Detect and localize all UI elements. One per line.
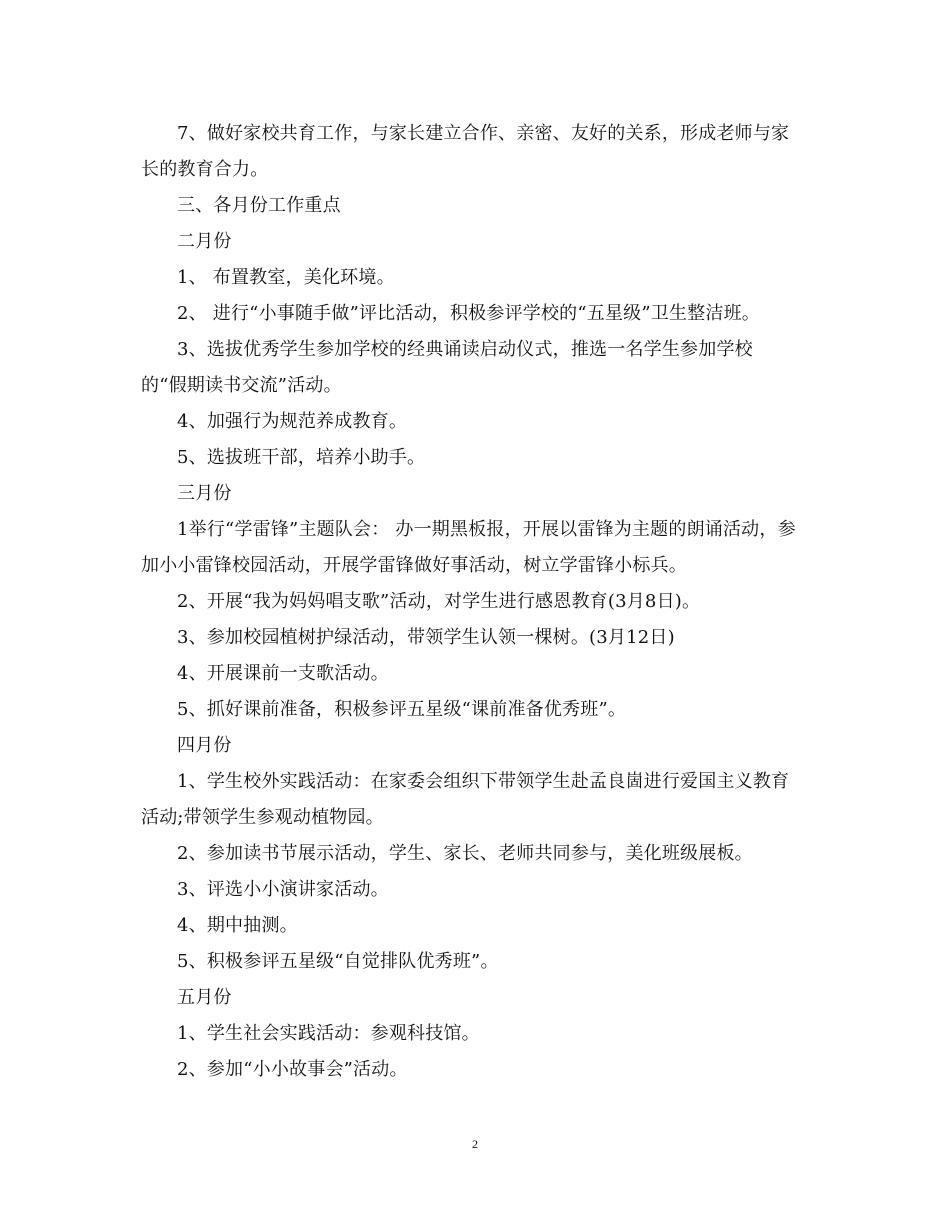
text-line: 长的教育合力。 bbox=[141, 159, 269, 180]
text-line: 四月份 bbox=[177, 735, 232, 756]
text-line: 1举行“学雷锋”主题队会： 办一期黑板报，开展以雷锋为主题的朗诵活动，参 bbox=[177, 519, 796, 540]
text-line: 1、学生社会实践活动：参观科技馆。 bbox=[177, 1023, 480, 1044]
text-line: 2、参加读书节展示活动，学生、家长、老师共同参与，美化班级展板。 bbox=[177, 843, 753, 864]
text-line: 3、评选小小演讲家活动。 bbox=[177, 879, 389, 900]
text-line: 加小小雷锋校园活动，开展学雷锋做好事活动，树立学雷锋小标兵。 bbox=[141, 555, 687, 576]
text-line: 5、抓好课前准备，积极参评五星级“课前准备优秀班”。 bbox=[177, 699, 627, 720]
text-line: 二月份 bbox=[177, 231, 232, 252]
text-line: 3、选拔优秀学生参加学校的经典诵读启动仪式，推选一名学生参加学校 bbox=[177, 339, 753, 360]
page-number: 2 bbox=[472, 1137, 478, 1151]
text-line: 2、开展“我为妈妈唱支歌”活动，对学生进行感恩教育(3月8日)。 bbox=[177, 591, 701, 612]
text-line: 活动;带领学生参观动植物园。 bbox=[141, 807, 384, 828]
text-line: 4、期中抽测。 bbox=[177, 915, 298, 936]
text-line: 五月份 bbox=[177, 987, 232, 1008]
document-body bbox=[141, 116, 811, 1088]
text-line: 三月份 bbox=[177, 483, 232, 504]
text-line: 7、做好家校共育工作，与家长建立合作、亲密、友好的关系，形成老师与家 bbox=[177, 123, 790, 144]
text-line: 2、参加“小小故事会”活动。 bbox=[177, 1059, 408, 1080]
text-line: 5、选拔班干部，培养小助手。 bbox=[177, 447, 426, 468]
text-line: 的“假期读书交流”活动。 bbox=[141, 375, 342, 396]
text-line: 三、各月份工作重点 bbox=[177, 195, 341, 216]
text-line: 1、学生校外实践活动：在家委会组织下带领学生赴孟良崮进行爱国主义教育 bbox=[177, 771, 790, 792]
text-line: 4、开展课前一支歌活动。 bbox=[177, 663, 389, 684]
text-line: 1、 布置教室，美化环境。 bbox=[177, 267, 395, 288]
text-line: 4、加强行为规范养成教育。 bbox=[177, 411, 408, 432]
text-line: 2、 进行“小事随手做”评比活动，积极参评学校的“五星级”卫生整洁班。 bbox=[177, 303, 760, 324]
text-line: 5、积极参评五星级“自觉排队优秀班”。 bbox=[177, 951, 499, 972]
text-line: 3、参加校园植树护绿活动，带领学生认领一棵树。(3月12日) bbox=[177, 627, 675, 648]
